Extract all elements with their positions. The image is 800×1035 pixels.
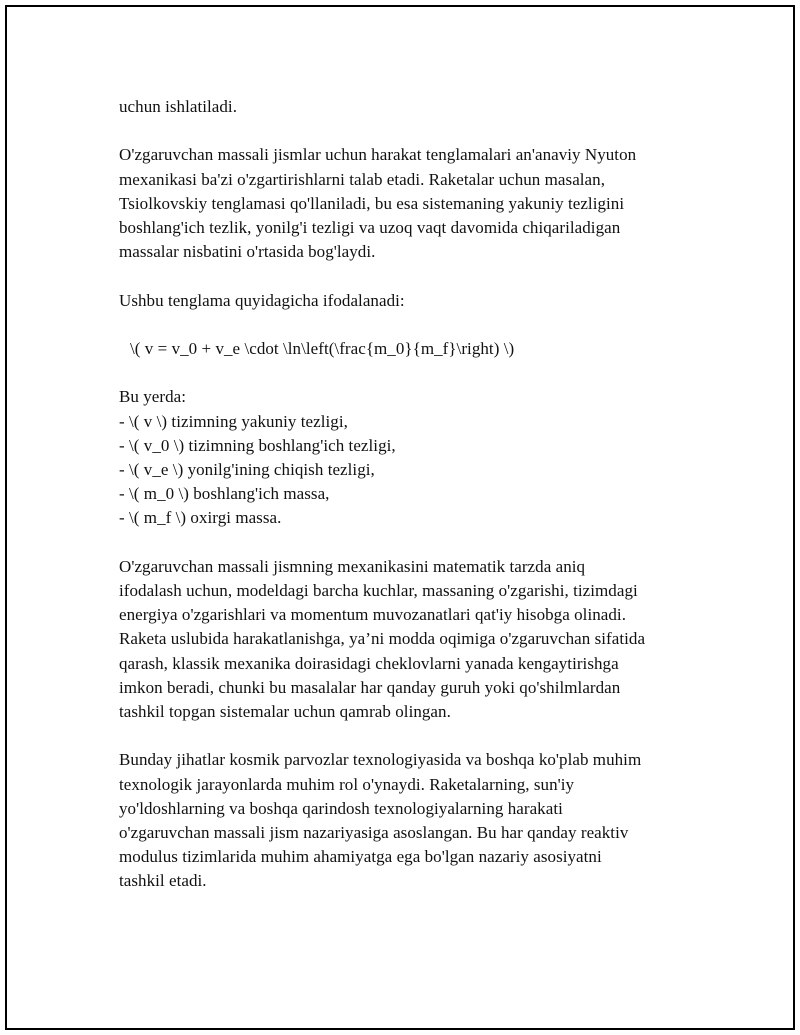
paragraph-applications: Bunday jihatlar kosmik parvozlar texnologiyasida va boshqa ko'plab muhim texnologik jarayonlarda muhim rol o'ynaydi. Raketalarning, sun'iy yo'ldoshlarning va boshqa qarindosh texnologiyalarning harakati o'zgaruvchan massali jism nazariyasiga asoslangan. Bu har qanday reaktiv modulus tizimlarida muhim ahamiyatga ega bo'lgan nazariy asosiyatni tashkil etadi.	[119, 750, 642, 891]
list-item: - \( m_f \) oxirgi massa.	[119, 508, 282, 528]
paragraph-continuation: uchun ishlatiladi.	[119, 97, 237, 116]
tsiolkovsky-formula: \( v = v_0 + v_e \cdot \ln\left(\frac{m_0}{m_f}\right) \)	[130, 338, 515, 358]
list-item: - \( v_0 \) tizimning boshlang'ich tezligi,	[119, 435, 396, 455]
paragraph-mathematical-description: O'zgaruvchan massali jismning mexanikasini matematik tarzda aniq ifodalash uchun, modeldagi barcha kuchlar, massaning o'zgarishi, tizimdagi energiya o'zgarishlari va momentum muvozanatlari qat'iy hisobga olinadi. Raketa uslubida harakatlanishga, ya’ni modda oqimiga o'zgaruvchan sifatida qarash, klassik mexanika doirasidagi cheklovlarni yanada kengaytirishga imkon beradi, chunki bu masalalar har qanday guruh yoki qo'shilmlardan tashkil topgan sistemalar uchun qamrab olingan.	[119, 556, 646, 721]
paragraph-equation-intro: Ushbu tenglama quyidagicha ifodalanadi:	[119, 290, 405, 310]
document-page	[5, 5, 795, 1030]
list-item: - \( v \) tizimning yakuniy tezligi,	[119, 411, 348, 431]
list-item: - \( v_e \) yonilg'ining chiqish tezligi,	[119, 459, 375, 479]
list-item: - \( m_0 \) boshlang'ich massa,	[119, 484, 330, 504]
list-intro: Bu yerda:	[119, 387, 187, 407]
paragraph-variable-mass-equations: O'zgaruvchan massali jismlar uchun harakat tenglamalari an'anaviy Nyuton mexanikasi ba'zi o'zgartirishlarni talab etadi. Raketalar uchun masalan, Tsiolkovskiy tenglamasi qo'llaniladi, bu esa sistemaning yakuniy tezligini boshlang'ich tezlik, yonilg'i tezligi va uzoq vaqt davomida chiqariladigan massalar nisbatini o'rtasida bog'laydi.	[119, 145, 637, 262]
document-body	[119, 95, 719, 918]
variable-definitions	[119, 385, 719, 530]
